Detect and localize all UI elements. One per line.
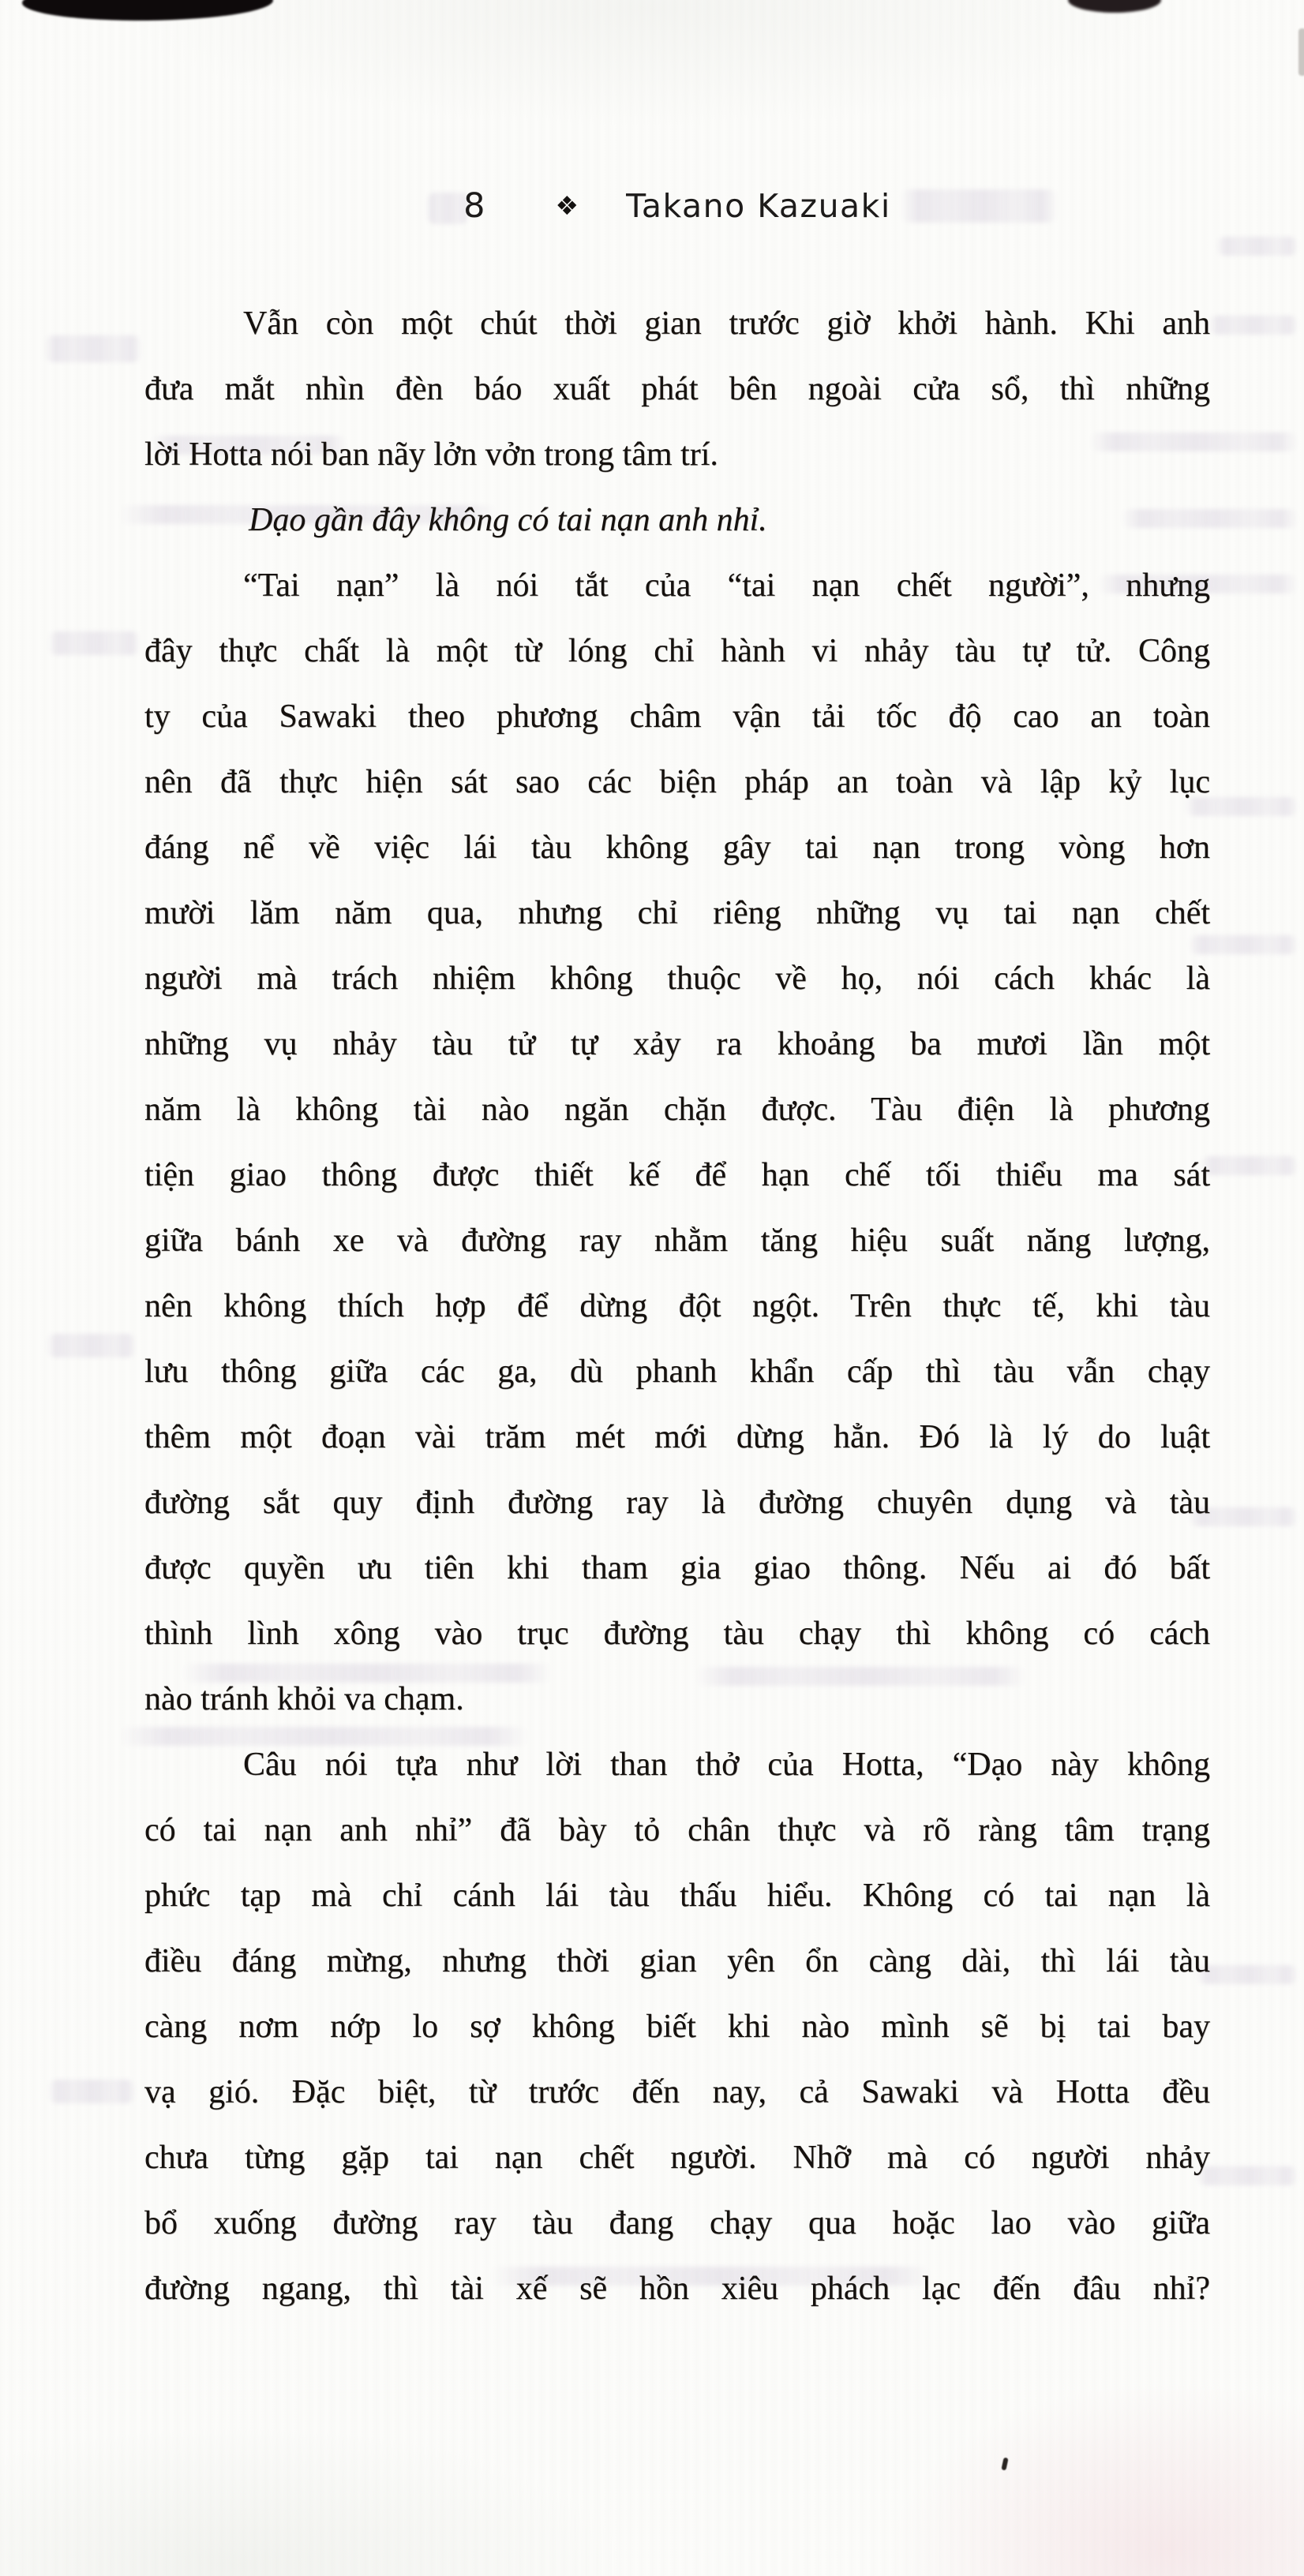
text-line: đáng nể về việc lái tàu không gây tai nạn trong vòng hơn <box>144 829 1210 866</box>
text-line: Câu nói tựa như lời than thở của Hotta, “Dạo này không <box>243 1747 1210 1783</box>
bleed-through-artifact <box>1196 2166 1298 2185</box>
bleed-through-artifact <box>1216 237 1298 256</box>
page-number: 8 <box>463 186 486 226</box>
page-header <box>144 186 1210 237</box>
bleed-through-artifact <box>47 631 141 655</box>
scan-edge-mark-top-left <box>22 0 273 22</box>
text-line: Dạo gần đây không có tai nạn anh nhỉ. <box>249 502 767 538</box>
bleed-through-artifact <box>43 335 142 362</box>
text-line: người mà trách nhiệm không thuộc về họ, nói cách khác là <box>144 960 1210 997</box>
text-line: những vụ nhảy tàu tử tự xảy ra khoảng ba mươi lần một <box>144 1026 1210 1062</box>
bleed-through-artifact <box>47 2080 136 2103</box>
bleed-through-artifact <box>46 1334 137 1357</box>
text-line: phức tạp mà chỉ cánh lái tàu thấu hiểu. Không có tai nạn là <box>144 1878 1210 1914</box>
text-line: thêm một đoạn vài trăm mét mới dừng hẳn. Đó là lý do luật <box>144 1419 1210 1455</box>
text-line: nào tránh khỏi va chạm. <box>144 1681 464 1717</box>
text-line: mười lăm năm qua, nhưng chỉ riêng những vụ tai nạn chết <box>144 895 1210 931</box>
text-line: tiện giao thông được thiết kế để hạn chế tối thiểu ma sát <box>144 1157 1210 1193</box>
text-line: thình lình xông vào trục đường tàu chạy thì không có cách <box>144 1616 1210 1652</box>
text-line: đường ngang, thì tài xế sẽ hồn xiêu phách lạc đến đâu nhỉ? <box>144 2271 1210 2307</box>
text-line: lưu thông giữa các ga, dù phanh khẩn cấp thì tàu vẫn chạy <box>144 1354 1210 1390</box>
text-line: có tai nạn anh nhỉ” đã bày tỏ chân thực và rõ ràng tâm trạng <box>144 1812 1210 1848</box>
text-line: ty của Sawaki theo phương châm vận tải tốc độ cao an toàn <box>144 698 1210 735</box>
text-line: lời Hotta nói ban nãy lởn vởn trong tâm trí. <box>144 436 718 473</box>
text-line: chưa từng gặp tai nạn chết người. Nhỡ mà có người nhảy <box>144 2140 1210 2176</box>
text-line: đường sắt quy định đường ray là đường chuyên dụng và tàu <box>144 1485 1210 1521</box>
ink-speck <box>1001 2458 1008 2471</box>
bleed-through-artifact <box>1208 316 1298 335</box>
running-title: Takano Kazuaki <box>626 187 891 225</box>
text-line: bổ xuống đường ray tàu đang chạy qua hoặc lao vào giữa <box>144 2205 1210 2241</box>
text-line: nên không thích hợp để dừng đột ngột. Trên thực tế, khi tàu <box>144 1288 1210 1324</box>
text-line: được quyền ưu tiên khi tham gia giao thông. Nếu ai đó bất <box>144 1550 1210 1586</box>
text-line: Vẫn còn một chút thời gian trước giờ khởi hành. Khi anh <box>243 305 1210 342</box>
scan-edge-mark-right <box>1298 28 1304 76</box>
text-line: vạ gió. Đặc biệt, từ trước đến nay, cả Sawaki và Hotta đều <box>144 2074 1210 2110</box>
text-line: nên đã thực hiện sát sao các biện pháp an toàn và lập kỷ lục <box>144 764 1210 800</box>
text-line: càng nơm nớp lo sợ không biết khi nào mình sẽ bị tai bay <box>144 2009 1210 2045</box>
diamond-separator-icon: ❖ <box>555 190 579 221</box>
text-line: đưa mắt nhìn đèn báo xuất phát bên ngoài cửa sổ, thì những <box>144 371 1210 407</box>
text-line: năm là không tài nào ngăn chặn được. Tàu điện là phương <box>144 1091 1210 1128</box>
scan-edge-mark-top-right <box>1068 0 1161 13</box>
text-line: điều đáng mừng, nhưng thời gian yên ổn càng dài, thì lái tàu <box>144 1943 1210 1979</box>
text-line: đây thực chất là một từ lóng chỉ hành vi nhảy tàu tự tử. Công <box>144 633 1210 669</box>
text-line: “Tai nạn” là nói tắt của “tai nạn chết người”, nhưng <box>243 567 1210 604</box>
body-text <box>144 291 1210 2322</box>
text-line: giữa bánh xe và đường ray nhằm tăng hiệu suất năng lượng, <box>144 1222 1210 1259</box>
bleed-through-artifact <box>1200 1156 1298 1175</box>
bleed-through-artifact <box>1196 1965 1298 1984</box>
